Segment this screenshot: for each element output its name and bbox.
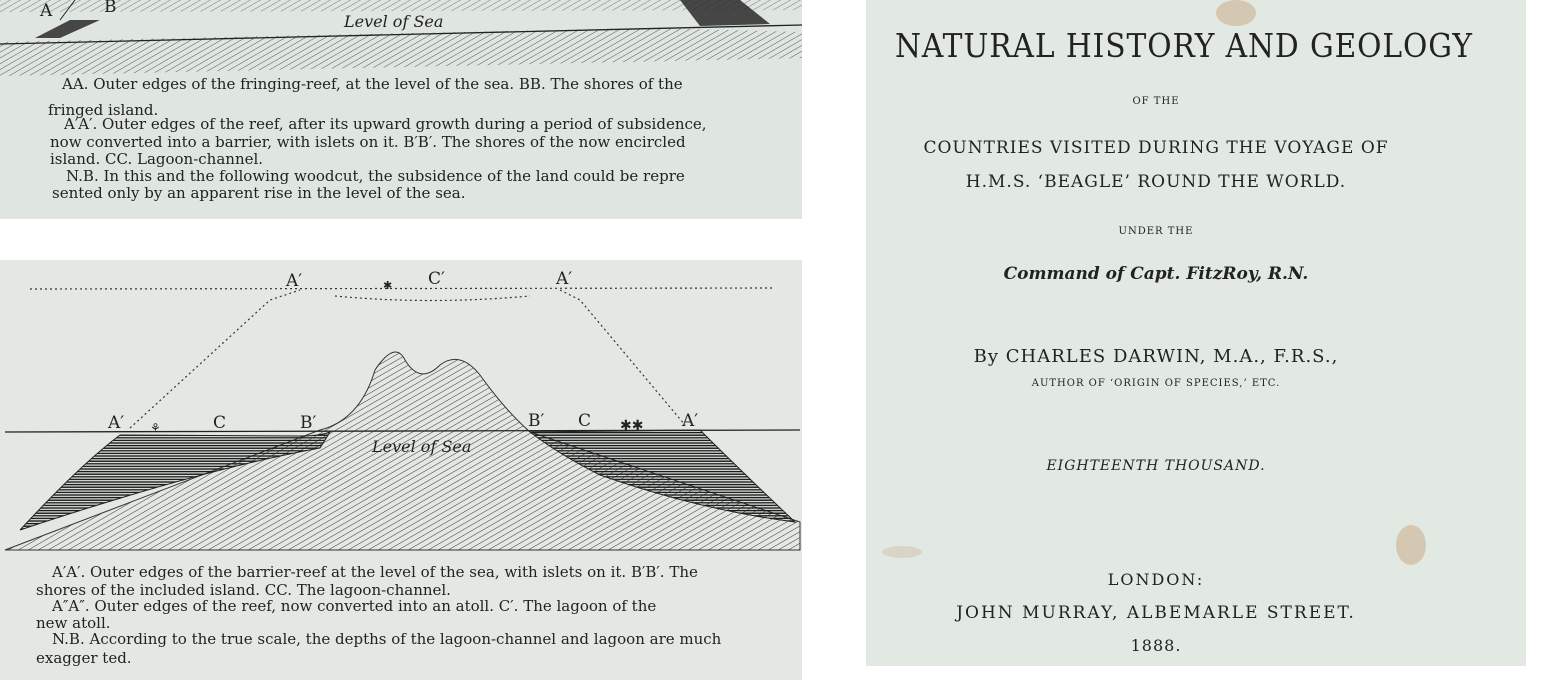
caption-line: now converted into a barrier, with islets on it. B′B′. The shores of the now encircled bbox=[50, 133, 686, 151]
book-title: NATURAL HISTORY AND GEOLOGY bbox=[895, 26, 1473, 65]
command-line: Command of Capt. FitzRoy, R.N. bbox=[1003, 264, 1309, 284]
label-b-left: B′ bbox=[300, 413, 317, 433]
svg-text:✱✱: ✱✱ bbox=[620, 418, 644, 434]
label-a-right: A′ bbox=[682, 411, 699, 431]
publisher-text: JOHN MURRAY, ALBEMARLE STREET. bbox=[956, 603, 1356, 623]
subtitle-line-1: COUNTRIES VISITED DURING THE VOYAGE OF bbox=[923, 138, 1389, 158]
caption-line: A″A″. Outer edges of the reef, now converted into an atoll. C′. The lagoon of the bbox=[52, 597, 657, 615]
year-text: 1888. bbox=[1130, 636, 1182, 655]
level-of-sea-label: Level of Sea bbox=[344, 12, 444, 31]
of-the-text: OF THE bbox=[1132, 96, 1180, 107]
city-text: LONDON: bbox=[1107, 570, 1205, 589]
edition-text: EIGHTEENTH THOUSAND. bbox=[1046, 458, 1266, 474]
label-c-right: C bbox=[578, 411, 592, 431]
label-c-left: C bbox=[213, 413, 227, 433]
label-a2-right: A′ bbox=[556, 269, 573, 289]
bottom-figure-panel bbox=[0, 260, 802, 680]
paper-stain bbox=[1216, 0, 1256, 26]
caption-line: N.B. In this and the following woodcut, the subsidence of the land could be repre bbox=[66, 167, 685, 185]
caption-line: N.B. According to the true scale, the depths of the lagoon-channel and lagoon are much bbox=[52, 630, 722, 648]
label-a-left: A′ bbox=[108, 413, 125, 433]
caption-line: A′A′. Outer edges of the reef, after its upward growth during a period of subsidence, bbox=[64, 115, 707, 133]
title-page-panel bbox=[866, 0, 1526, 666]
caption-line: shores of the included island. CC. The lagoon-channel. bbox=[36, 581, 451, 599]
svg-text:✱: ✱ bbox=[383, 279, 393, 292]
top-figure-panel bbox=[0, 0, 802, 219]
label-a: A bbox=[40, 1, 53, 21]
subtitle-line-2: H.M.S. ‘BEAGLE’ ROUND THE WORLD. bbox=[965, 172, 1347, 192]
caption-line: exagger ted. bbox=[36, 649, 132, 667]
caption-line: A′A′. Outer edges of the barrier-reef at the level of the sea, with islets on it. B′B′. The bbox=[52, 563, 698, 581]
author-credentials: AUTHOR OF ‘ORIGIN OF SPECIES,’ ETC. bbox=[1031, 378, 1281, 389]
caption-line: AA. Outer edges of the fringing-reef, at the level of the sea. BB. The shores of the bbox=[62, 75, 683, 93]
label-a2-left: A′ bbox=[286, 271, 303, 291]
level-of-sea-label: Level of Sea bbox=[372, 437, 472, 456]
under-the-text: UNDER THE bbox=[1118, 226, 1194, 237]
caption-line: new atoll. bbox=[36, 614, 111, 632]
svg-text:⚘: ⚘ bbox=[150, 421, 161, 435]
label-b: B bbox=[104, 0, 117, 17]
caption-line: island. CC. Lagoon-channel. bbox=[50, 150, 264, 168]
caption-line: sented only by an apparent rise in the level of the sea. bbox=[52, 184, 466, 202]
author-line: By CHARLES DARWIN, M.A., F.R.S., bbox=[973, 346, 1339, 367]
caption-line: fringed island. bbox=[48, 101, 159, 119]
label-c-prime: C′ bbox=[428, 269, 445, 289]
paper-stain bbox=[1396, 525, 1426, 565]
barrier-reef-diagram bbox=[0, 260, 802, 680]
paper-stain bbox=[882, 546, 922, 558]
label-b-right: B′ bbox=[528, 411, 545, 431]
